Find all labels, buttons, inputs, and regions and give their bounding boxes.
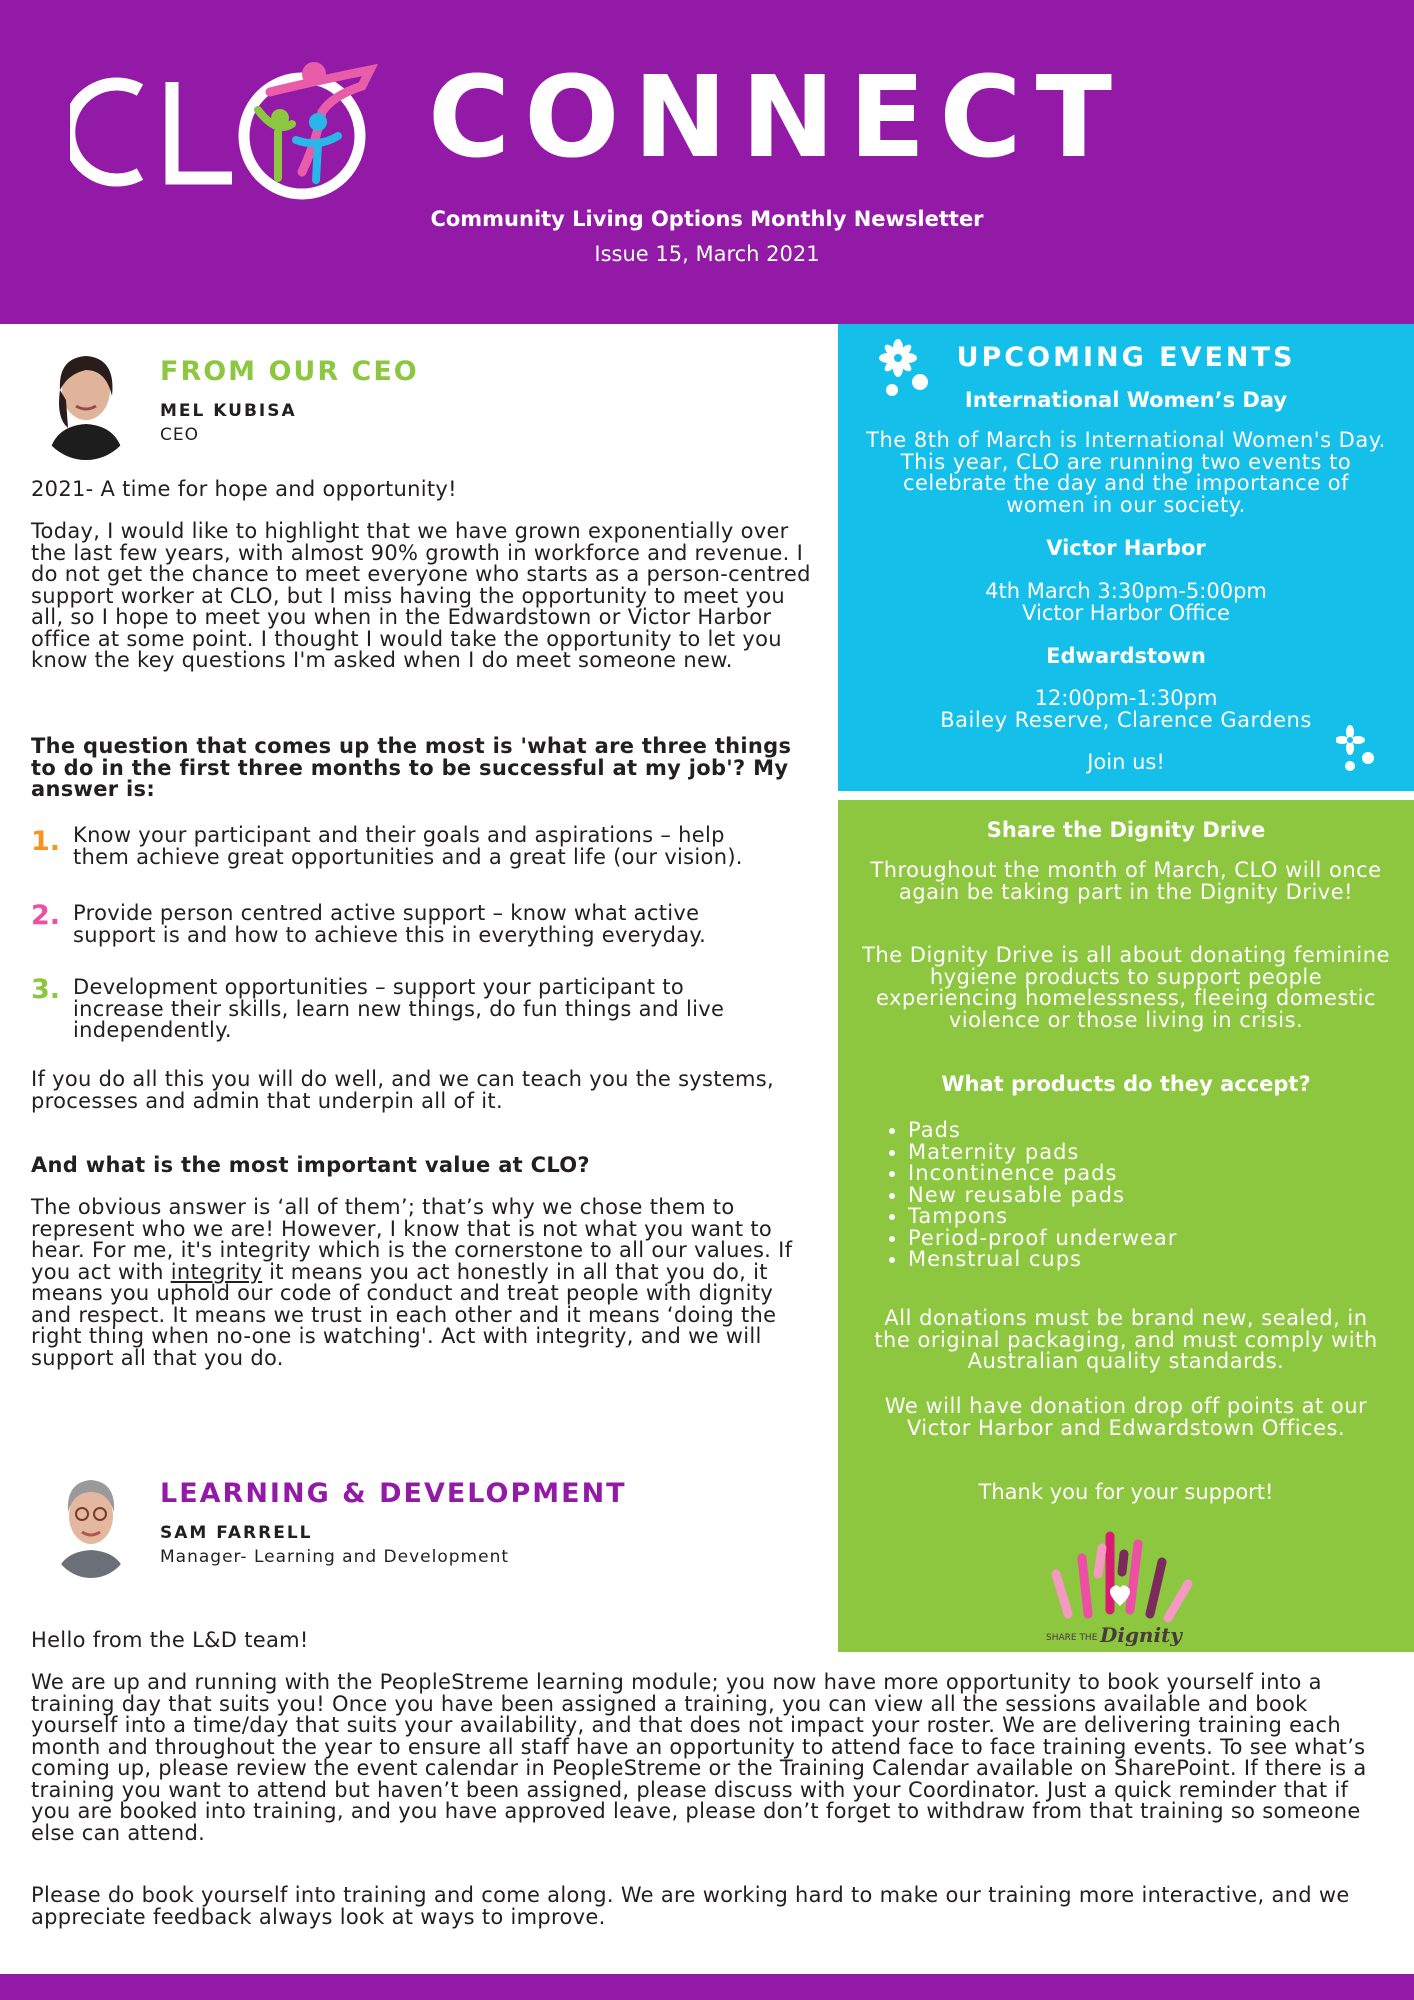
flower-icon-small [1336, 724, 1380, 774]
list-item-2: Provide person centred active support – know what active support is and how to achieve this in everything everyday. [73, 901, 707, 947]
list-item: • Menstrual cups [908, 1249, 1177, 1271]
ld-paragraph-2: Please do book yourself into training and come along. We are working hard to make our training more interactive, and we appreciate feedback always look at ways to improve. [31, 1883, 1350, 1929]
list-item: • Tampons [908, 1206, 1177, 1228]
ceo-avatar [38, 340, 134, 460]
ld-heading: LEARNING & DEVELOPMENT [160, 1478, 627, 1509]
ceo-question: The question that comes up the most is 'what are three things to do in the first three months to be successful at my job'? My answer is: [31, 734, 792, 801]
dignity-paragraph-1: Throughout the month of March, CLO will once again be taking part in the Dignity Drive! [870, 858, 1382, 904]
list-item-3: Development opportunities – support your participant to increase their skills, learn new things, do fun things and live independently. [73, 975, 725, 1042]
location-2-time: 12:00pm-1:30pm [1034, 686, 1218, 710]
footer-bar [0, 1974, 1414, 2000]
list-item: • Maternity pads [908, 1142, 1177, 1164]
products-list [878, 1120, 1177, 1271]
list-number-1: 1. [31, 826, 61, 857]
ceo-closing: If you do all this you will do well, and we can teach you the systems, processes and admin that underpin all of it. [31, 1067, 775, 1113]
location-1-time: 4th March 3:30pm-5:00pm [985, 579, 1267, 603]
products-heading: What products do they accept? [941, 1072, 1311, 1096]
upcoming-events-panel [838, 324, 1414, 791]
ld-name: SAM FARRELL [160, 1523, 313, 1543]
ld-hello: Hello from the L&D team! [31, 1628, 309, 1652]
clo-logo [70, 52, 400, 202]
location-1-place: Victor Harbor Office [1022, 601, 1230, 625]
list-item-1: Know your participant and their goals and aspirations – help them achieve great opportunities and a great life (our vision). [73, 823, 743, 869]
ld-avatar [52, 1460, 130, 1578]
value-paragraph [31, 1197, 811, 1369]
list-item: • Pads [908, 1120, 1177, 1142]
issue-label: Issue 15, March 2021 [594, 242, 820, 266]
ceo-intro: 2021- A time for hope and opportunity! [31, 477, 457, 501]
dignity-paragraph-2: The Dignity Drive is all about donating feminine hygiene products to support people experiencing homelessness, fleeing domestic violence or those living in crisis. [862, 943, 1390, 1032]
share-dignity-logo [1038, 1514, 1214, 1646]
dignity-heading: Share the Dignity Drive [986, 818, 1266, 842]
list-number-2: 2. [31, 900, 61, 931]
list-item: • New reusable pads [908, 1185, 1177, 1207]
newsletter-header [0, 0, 1414, 324]
dignity-logo-text-a: SHARE THE [1046, 1633, 1098, 1643]
ld-role: Manager- Learning and Development [160, 1547, 510, 1567]
location-2-place: Bailey Reserve, Clarence Gardens [940, 708, 1312, 732]
integrity-link[interactable]: integrity [170, 1259, 263, 1284]
ld-paragraph-1: We are up and running with the PeopleStreme learning module; you now have more opportunity to book yourself into a training day that suits you! Once you have been assigned a training, you can view all the sessions available and book yourself into a time/day that suits your availability, and that does not impact your roster. We are delivering training each month and throughout the year to ensure all staff have an opportunity to attend face to face training events. To see what’s coming up, please review the event calendar in PeopleStreme or the Training Calendar available on SharePoint. If there is a training you want to attend but haven’t been assigned, please discuss with your Coordinator. Just a quick reminder that if you are booked into training, and you have approved leave, please don’t forget to withdraw from that training so someone else can attend. [31, 1670, 1367, 1845]
ceo-paragraph-1: Today, I would like to highlight that we have grown exponentially over the last few years, with almost 90% growth in workforce and revenue. I do not get the chance to meet everyone who starts as a person-centred support worker at CLO, but I miss having the opportunity to meet you all, so I hope to meet you when in the Edwardstown or Victor Harbor office at some point. I thought I would take the opportunity to let you know the key questions I'm asked when I do meet someone new. [31, 519, 811, 672]
dignity-logo-text-b: Dignity [1100, 1623, 1182, 1646]
location-1: Victor Harbor [1046, 536, 1206, 560]
ceo-role: CEO [160, 425, 199, 445]
list-number-3: 3. [31, 974, 61, 1005]
dignity-paragraph-4: We will have donation drop off points at our Victor Harbor and Edwardstown Offices. [884, 1394, 1368, 1440]
event-description: The 8th of March is International Women's Day. This year, CLO are running two events to celebrate the day and the importance of women in our society. [866, 428, 1386, 517]
events-heading: UPCOMING EVENTS [956, 342, 1296, 373]
list-item: • Incontinence pads [908, 1163, 1177, 1185]
dignity-paragraph-3: All donations must be brand new, sealed, in the original packaging, and must comply with Australian quality standards. [874, 1306, 1378, 1373]
newsletter-title: CONNECT [428, 53, 1126, 183]
thanks-text: Thank you for your support! [978, 1480, 1274, 1504]
ceo-name: MEL KUBISA [160, 401, 297, 421]
share-dignity-panel [838, 800, 1414, 1652]
value-text-1: The obvious answer is ‘all of them’; that’s why we chose them to represent who we are! However, I know that is not what you want to hear. For me, it's integrity which is the cornerstone to all our values. If you act with [31, 1195, 793, 1284]
value-text-2: it means you act honestly in all that you do, it means you uphold our code of conduct and treat people with dignity and respect. It means we trust in each other and it means ‘doing the right thing when no-one is watching'. Act with integrity, and we will support all that you do. [31, 1259, 777, 1370]
value-question: And what is the most important value at CLO? [31, 1153, 590, 1177]
newsletter-subtitle: Community Living Options Monthly Newsletter [430, 207, 984, 231]
event-title: International Women’s Day [964, 388, 1288, 412]
list-item: • Period-proof underwear [908, 1228, 1177, 1250]
location-2: Edwardstown [1046, 644, 1206, 668]
join-text: Join us! [1087, 750, 1165, 774]
ceo-heading: FROM OUR CEO [160, 356, 419, 387]
